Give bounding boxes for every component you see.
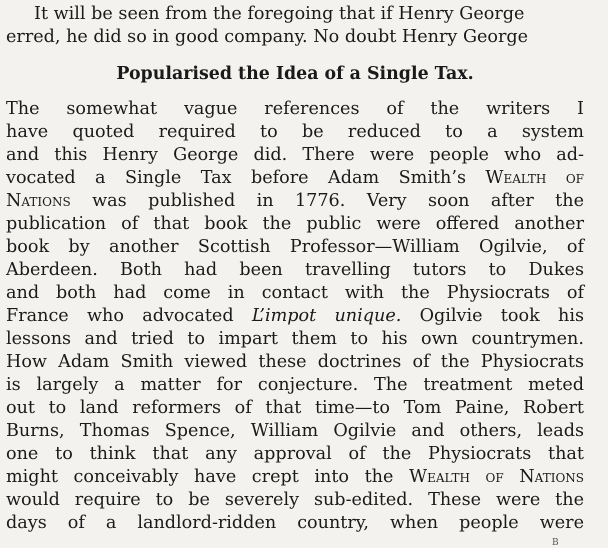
text-line: one to think that any approval of the Physiocrats that: [6, 444, 584, 464]
section-heading: Popularised the Idea of a Single Tax.: [116, 64, 474, 84]
text-line: lessons and tried to impart them to his own countrymen.: [6, 329, 584, 349]
text-line: would require to be severely sub-edited. These were the: [6, 490, 584, 510]
text-fragment: was published in 1776. Very soon after the: [70, 191, 584, 211]
text-fragment: vocated a Single Tax before Adam Smith’s: [6, 168, 486, 188]
text-line: It will be seen from the foregoing that if Henry George: [34, 4, 525, 24]
text-line: [6, 466, 584, 488]
text-line: is largely a matter for conjecture. The treatment meted: [6, 375, 584, 395]
text-line: The somewhat vague references of the writers I: [6, 99, 584, 119]
margin-mark: B: [552, 538, 559, 548]
text-line: out to land reformers of that time—to Tom Paine, Robert: [6, 398, 584, 418]
text-fragment: France who advocated: [6, 306, 252, 326]
text-line: [6, 305, 584, 327]
text-line: [6, 167, 584, 189]
text-line: have quoted required to be reduced to a system: [6, 122, 584, 142]
text-line: days of a landlord-ridden country, when people were: [6, 513, 584, 533]
text-line: publication of that book the public were offered another: [6, 214, 584, 234]
text-line: erred, he did so in good company. No doubt Henry George: [6, 27, 529, 47]
text-line: Burns, Thomas Spence, William Ogilvie and others, leads: [6, 421, 584, 441]
text-fragment: might conceivably have crept into the: [6, 467, 409, 487]
book-title: Wealth of: [485, 168, 584, 188]
text-line: How Adam Smith viewed these doctrines of the Physiocrats: [6, 352, 584, 372]
book-title: Wealth of Nations: [409, 467, 584, 487]
book-title: Nations: [6, 191, 71, 211]
text-line: book by another Scottish Professor—William Ogilvie, of: [6, 237, 584, 257]
text-line: and this Henry George did. There were people who ad-: [6, 145, 584, 165]
text-line: Aberdeen. Both had been travelling tutors to Dukes: [6, 260, 584, 280]
text-line: [6, 190, 584, 212]
italic-phrase: L’impot unique.: [251, 306, 402, 326]
text-line: and both had come in contact with the Physiocrats of: [6, 283, 584, 303]
text-fragment: Ogilvie took his: [401, 306, 584, 326]
